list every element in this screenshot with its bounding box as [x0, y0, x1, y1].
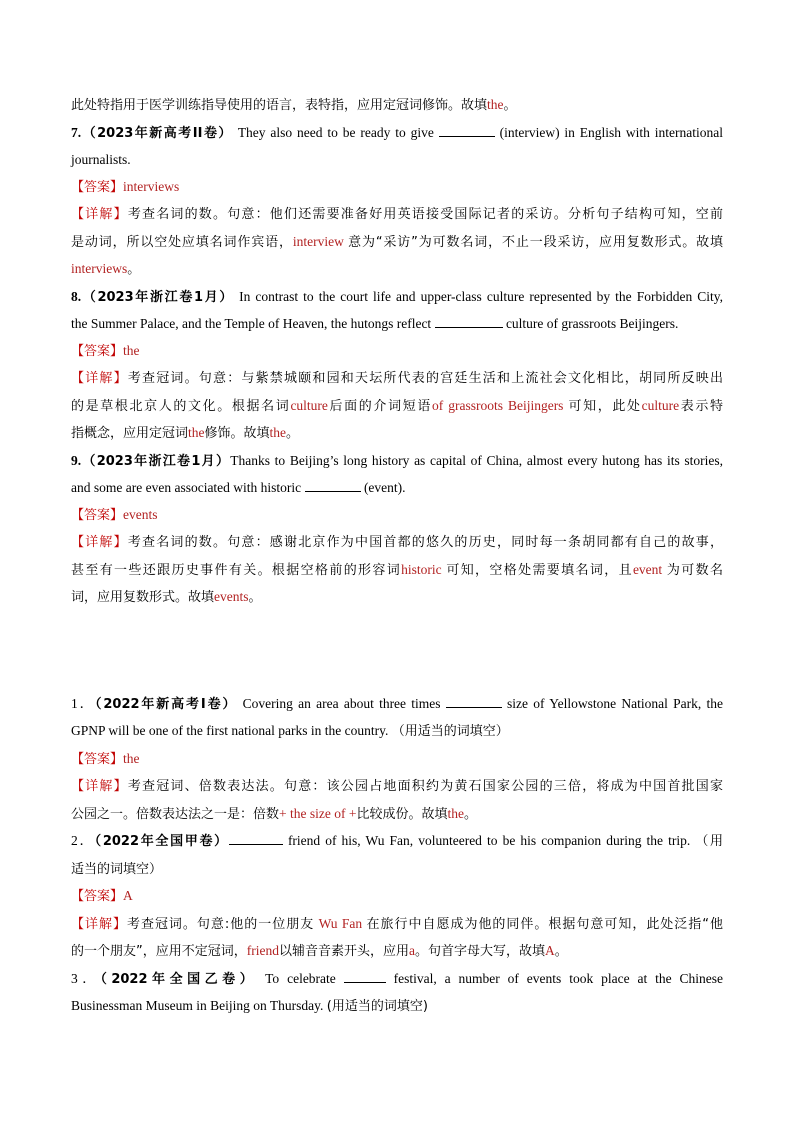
question-9-stem-cont: and some are even associated with historic (event).	[71, 475, 723, 502]
question-3-stem-cont: Businessman Museum in Beijing on Thursday. (用适当的词填空)	[71, 998, 428, 1014]
question-1-stem: 1．（2022年新高考I卷） Covering an area about three times size of Yellowstone National Park, the	[71, 691, 723, 719]
question-2-detail-line-2: 的一个朋友”，应用不定冠词，friend以辅音音素开头，应用a。句首字母大写，故填A。	[71, 943, 568, 959]
question-7-stem-cont: journalists.	[71, 152, 131, 167]
question-1-detail-line-2: 公园之一。倍数表达法之一是：倍数+ the size of +比较成份。故填the。	[71, 805, 478, 822]
question-9-stem: 9.（2023年浙江卷1月）Thanks to Beijing’s long history as capital of China, almost every hutong has its stories,	[71, 452, 723, 469]
question-8-detail-line-2: 的是草根北京人的文化。根据名词culture后面的介词短语of grassroots Beijingers 可知，此处culture表示特	[71, 397, 723, 414]
question-8-detail-line-3: 指概念，应用定冠词the修饰。故填the。	[71, 425, 300, 441]
question-1-stem-cont: GPNP will be one of the first national parks in the country. （用适当的词填空）	[71, 723, 509, 739]
answer-blank	[229, 830, 283, 845]
answer-blank	[446, 693, 502, 708]
question-2-detail-line-1: 【详解】考查冠词。句意:他的一位朋友 Wu Fan 在旅行中自愿成为他的同伴。根据句意可知，此处泛指“他	[71, 915, 724, 932]
answer-blank	[344, 968, 386, 983]
question-2-stem: 2．（2022年全国甲卷） friend of his, Wu Fan, volunteered to be his companion during the trip. （用	[71, 828, 723, 856]
question-9-detail-line-2: 甚至有一些还跟历史事件有关。根据空格前的形容词historic 可知，空格处需要填名词，且event 为可数名	[71, 561, 723, 578]
answer-blank	[305, 477, 361, 492]
question-1-detail-line-1: 【详解】考查冠词、倍数表达法。句意：该公园占地面积约为黄石国家公园的三倍，将成为中国首批国家	[71, 779, 723, 794]
document-page	[71, 92, 723, 1021]
question-7-answer: 【答案】interviews	[71, 178, 180, 195]
question-8-detail-line-1: 【详解】考查冠词。句意：与紫禁城颐和园和天坛所代表的宫廷生活和上流社会文化相比，胡同所反映出	[71, 371, 723, 386]
answer-blank	[439, 122, 495, 137]
question-9-detail-line-3: 词，应用复数形式。故填events。	[71, 589, 262, 605]
question-9-detail-line-1: 【详解】考查名词的数。句意：感谢北京作为中国首都的悠久的历史，同时每一条胡同都有自己的故事，	[71, 535, 723, 550]
question-8-answer: 【答案】the	[71, 342, 140, 359]
question-8-stem-cont: the Summer Palace, and the Temple of Heaven, the hutongs reflect culture of grassroots Beijingers.	[71, 311, 723, 338]
question-7-stem: 7.（2023年新高考II卷） They also need to be ready to give (interview) in English with international	[71, 120, 723, 148]
question-7-detail-line-2: 是动词，所以空处应填名词作宾语，interview 意为“采访”为可数名词，不止一段采访，应用复数形式。故填	[71, 233, 723, 250]
question-2-answer: 【答案】A	[71, 888, 133, 904]
question-7-detail-line-3: interviews。	[71, 261, 141, 277]
question-8-stem: 8.（2023年浙江卷1月） In contrast to the court life and upper-class culture represented by the Forbidden City,	[71, 288, 723, 305]
question-7-detail-line-1: 【详解】考查名词的数。句意：他们还需要准备好用英语接受国际记者的采访。分析句子结构可知，空前	[71, 207, 723, 222]
question-1-answer: 【答案】the	[71, 750, 140, 767]
question-2-stem-cont: 适当的词填空）	[71, 861, 163, 877]
previous-explanation-tail: 此处特指用于医学训练指导使用的语言，表特指，应用定冠词修饰。故填the。	[71, 97, 517, 113]
question-9-answer: 【答案】events	[71, 506, 158, 523]
section-spacer	[71, 612, 723, 691]
answer-blank	[435, 313, 503, 328]
question-3-stem: 3．（2022年全国乙卷） To celebrate festival, a number of events took place at the Chinese	[71, 966, 723, 994]
